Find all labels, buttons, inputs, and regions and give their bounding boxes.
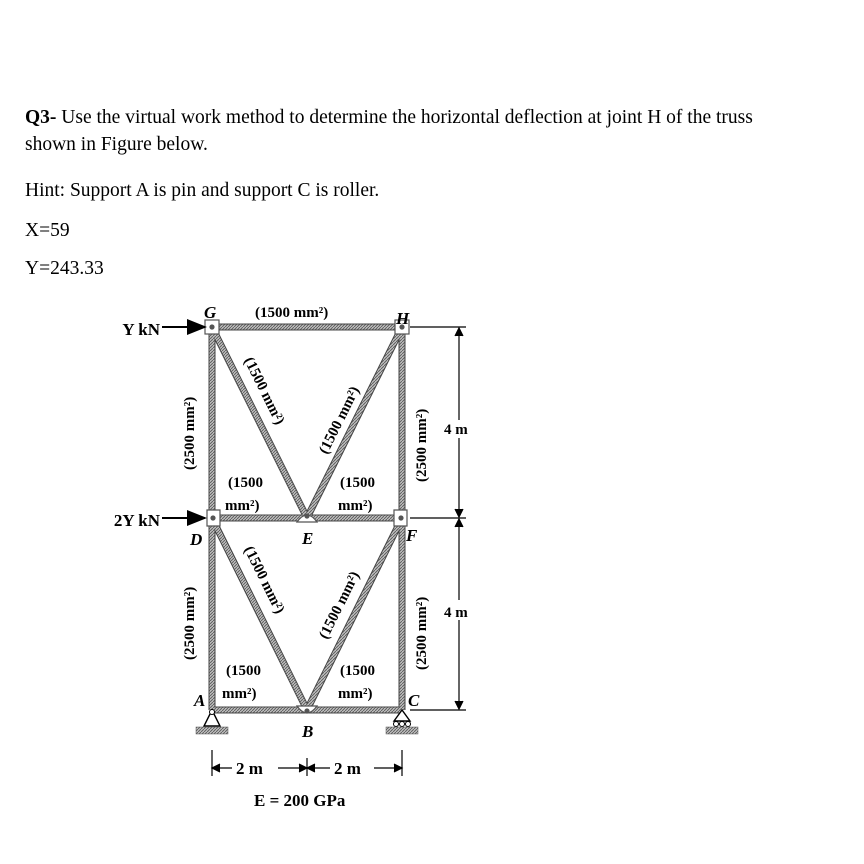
joint-label-C: C (408, 691, 420, 710)
area-label-EF-line2: mm²) (338, 498, 373, 514)
area-label-HF: (2500 mm²) (414, 408, 430, 482)
joint-label-G: G (204, 303, 217, 322)
question-number: Q3- (25, 107, 57, 128)
y-value: Y=243.33 (25, 258, 104, 279)
joint-label-D: D (190, 530, 203, 549)
joint-label-F: F (406, 526, 418, 545)
truss-figure (0, 290, 864, 820)
dim-label-right-span: 2 m (334, 759, 361, 778)
area-label-DE-line1: (1500 (228, 475, 263, 491)
area-label-FB: (1500 mm²) (316, 569, 364, 642)
joint-label-A: A (194, 691, 206, 710)
area-label-HE: (1500 mm²) (316, 384, 364, 457)
dim-label-upper: 4 m (444, 422, 468, 438)
area-label-FC: (2500 mm²) (414, 596, 430, 670)
hint-text: Hint: Support A is pin and support C is roller. (25, 180, 380, 201)
area-label-BC-line2: mm²) (338, 686, 373, 702)
question-line-1 (25, 105, 753, 131)
area-label-GD: (2500 mm²) (182, 396, 198, 470)
question-text: Use the virtual work method to determine the horizontal deflection at joint H of the truss (56, 107, 753, 128)
question-line-2: shown in Figure below. (25, 134, 208, 155)
joint-label-H: H (396, 309, 410, 328)
area-label-DB: (1500 mm²) (240, 543, 288, 617)
joint-label-B: B (302, 722, 314, 741)
load-label-top: Y kN (122, 320, 160, 339)
load-label-middle: 2Y kN (113, 511, 160, 530)
joint-label-E: E (302, 529, 314, 548)
area-label-DA: (2500 mm²) (182, 586, 198, 660)
area-label-DE-line2: mm²) (225, 498, 260, 514)
area-label-GH: (1500 mm²) (255, 305, 329, 321)
area-label-AB-line1: (1500 (226, 663, 261, 679)
area-label-EF-line1: (1500 (340, 475, 375, 491)
dim-label-lower: 4 m (444, 605, 468, 621)
area-label-BC-line1: (1500 (340, 663, 375, 679)
x-value: X=59 (25, 220, 70, 241)
dim-label-left-span: 2 m (236, 759, 263, 778)
area-label-GE: (1500 mm²) (240, 354, 288, 428)
support-C-roller (386, 710, 418, 734)
modulus-label: E = 200 GPa (254, 791, 346, 810)
area-label-AB-line2: mm²) (222, 686, 257, 702)
